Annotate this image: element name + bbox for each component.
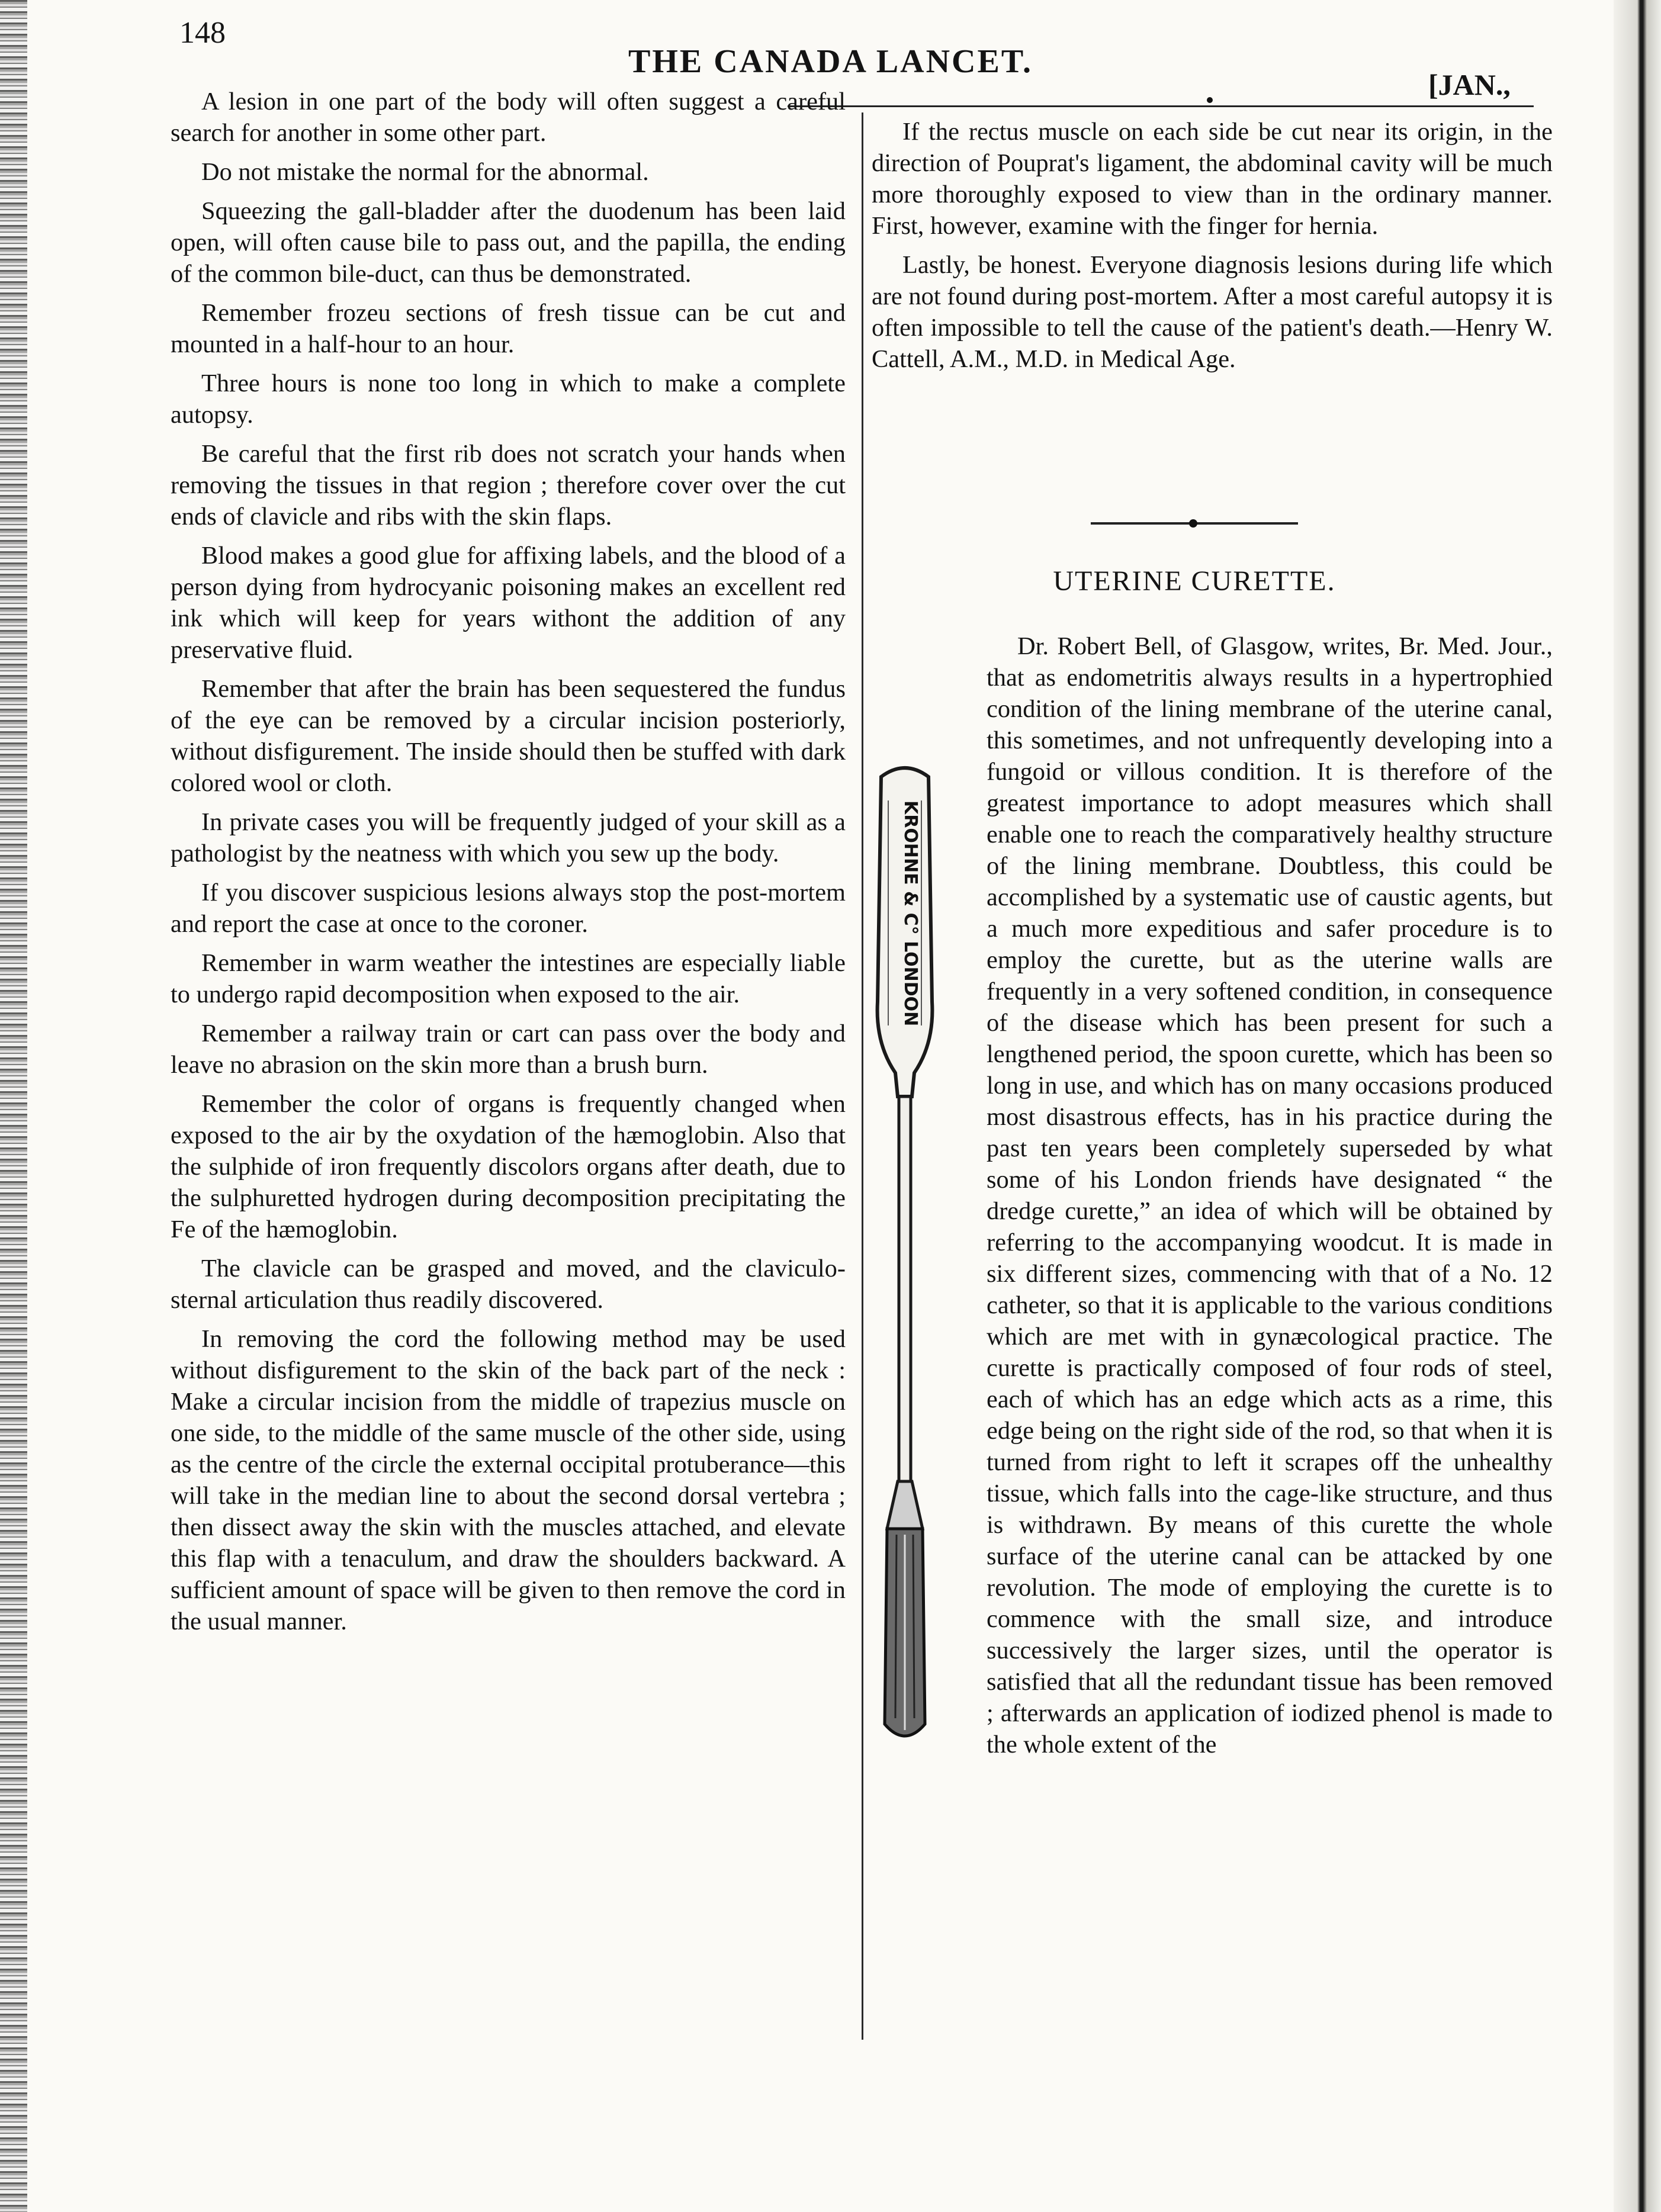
page-number: 148 [179, 16, 226, 50]
paragraph: In removing the cord the following method may be used without disfigurement to the skin of the back part of the neck : Make a circular incision from the middle of trapezius muscle on one side, to the middle of the same muscle of the other side, using as the centre of the circle the external occipital protuberance—this will take in the median line to about the second dorsal vertebra ; then dissect away the skin with the muscles attached, and elevate this flap with a tenaculum, and draw the shoulders backward. A sufficient amount of space will be given to then remove the cord in the usual manner. [171, 1325, 846, 1635]
paragraph: The clavicle can be grasped and moved, and the claviculo-sternal articulation thus readily discovered. [171, 1255, 846, 1314]
journal-title: THE CANADA LANCET. [628, 43, 1033, 80]
left-column [171, 86, 846, 1637]
scan-edge-right [1614, 0, 1661, 2212]
paragraph: Be careful that the first rib does not scratch your hands when removing the tissues in that region ; therefore cover over the cut ends of clavicle and ribs with the skin flaps. [171, 440, 846, 531]
paragraph: If the rectus muscle on each side be cut near its origin, in the direction of Pouprat's ligament, the abdominal cavity will be much more thoroughly exposed to view than in the ordinary manner. First, however, examine with the finger for hernia. [872, 118, 1553, 240]
paragraph: In private cases you will be frequently judged of your skill as a pathologist by the neatness with which you sew up the body. [171, 808, 846, 867]
paragraph: Do not mistake the normal for the abnormal. [201, 158, 649, 186]
section-title: UTERINE CURETTE. [1053, 565, 1336, 597]
curette-inscription: KROHNE & C° LONDON [900, 800, 921, 1027]
paragraph: Remember that after the brain has been sequestered the fundus of the eye can be removed by a circular incision posteriorly, without disfigurement. The inside should then be stuffed with dark colored wool or cloth. [171, 675, 846, 797]
paragraph: Remember frozeu sections of fresh tissue can be cut and mounted in a half-hour to an hour. [171, 299, 846, 358]
paragraph: Remember in warm weather the intestines are especially liable to undergo rapid decomposition when exposed to the air. [171, 949, 846, 1008]
paragraph: Remember a railway train or cart can pass over the body and leave no abrasion on the skin more than a brush burn. [171, 1020, 846, 1079]
curette-woodcut [857, 765, 952, 1771]
scan-edge-left [0, 0, 27, 2212]
right-column-top [872, 116, 1553, 375]
paragraph: Lastly, be honest. Everyone diagnosis lesions during life which are not found during post-mortem. After a most careful autopsy it is often impossible to tell the cause of the patient's death.—Henry W. Cattell, A.M., M.D. in Medical Age. [872, 251, 1553, 373]
paragraph: If you discover suspicious lesions always stop the post-mortem and report the case at once to the coroner. [171, 879, 846, 938]
paragraph: Dr. Robert Bell, of Glasgow, writes, Br. Med. Jour., that as endometritis always results in a hypertrophied condition of the lining membrane of the uterine canal, this sometimes, and not unfrequently developing into a fungoid or villous condition. It is therefore of the greatest importance to adopt measures which shall enable one to reach the comparatively healthy structure of the lining membrane. Doubtless, this could be accomplished by a systematic use of caustic agents, but a much more expeditious and safer procedure is to employ the curette, but as the uterine walls are frequently in a very softened condition, in consequence of the disease which has been present for such a lengthened period, the spoon curette, which has been so long in use, and which has on many occasions produced most disastrous effects, has in his practice during the past ten years been completely superseded by what some of his London friends have designated “ the dredge curette,” an idea of which will be obtained by referring to the accompanying woodcut. It is made in six different sizes, commencing with that of a No. 12 catheter, so that it is applicable to the various conditions which are met with in gynæcological practice. The curette is practically composed of four rods of steel, each of which has an edge which acts as a rime, this edge being on the right side of the rod, so that when it is turned from right to left it scrapes off the unhealthy tissue, which falls into the cage-like structure, and thus is withdrawn. By means of this curette the whole surface of the uterine canal can be attacked by one revolution. The mode of employing the curette is to commence with the small size, and introduce successively the larger sizes, until the operator is satisfied that all the redundant tissue has been removed ; afterwards an application of iodized phenol is made to the whole extent of the [987, 632, 1553, 1758]
paragraph: Three hours is none too long in which to make a complete autopsy. [171, 369, 846, 429]
header-rule [788, 105, 1534, 107]
right-column-article [872, 631, 1553, 2113]
header-dot [1207, 97, 1213, 103]
paragraph: Remember the color of organs is frequently changed when exposed to the air by the oxydation of the hæmoglobin. Also that the sulphide of iron frequently discolors organs after death, due to the sulphuretted hydrogen during decomposition precipitating the Fe of the hæmoglobin. [171, 1090, 846, 1243]
paragraph: Squeezing the gall-bladder after the duodenum has been laid open, will often cause bile to pass out, and the papilla, the ending of the common bile-duct, can thus be demonstrated. [171, 197, 846, 288]
issue-month: [JAN., [1428, 68, 1511, 101]
section-divider-dot [1189, 519, 1197, 528]
paragraph: A lesion in one part of the body will often suggest a careful search for another in some other part. [171, 88, 846, 147]
paragraph: Blood makes a good glue for affixing labels, and the blood of a person dying from hydrocyanic poisoning makes an excellent red ink which will keep for years withont the addition of any preservative fluid. [171, 542, 846, 664]
